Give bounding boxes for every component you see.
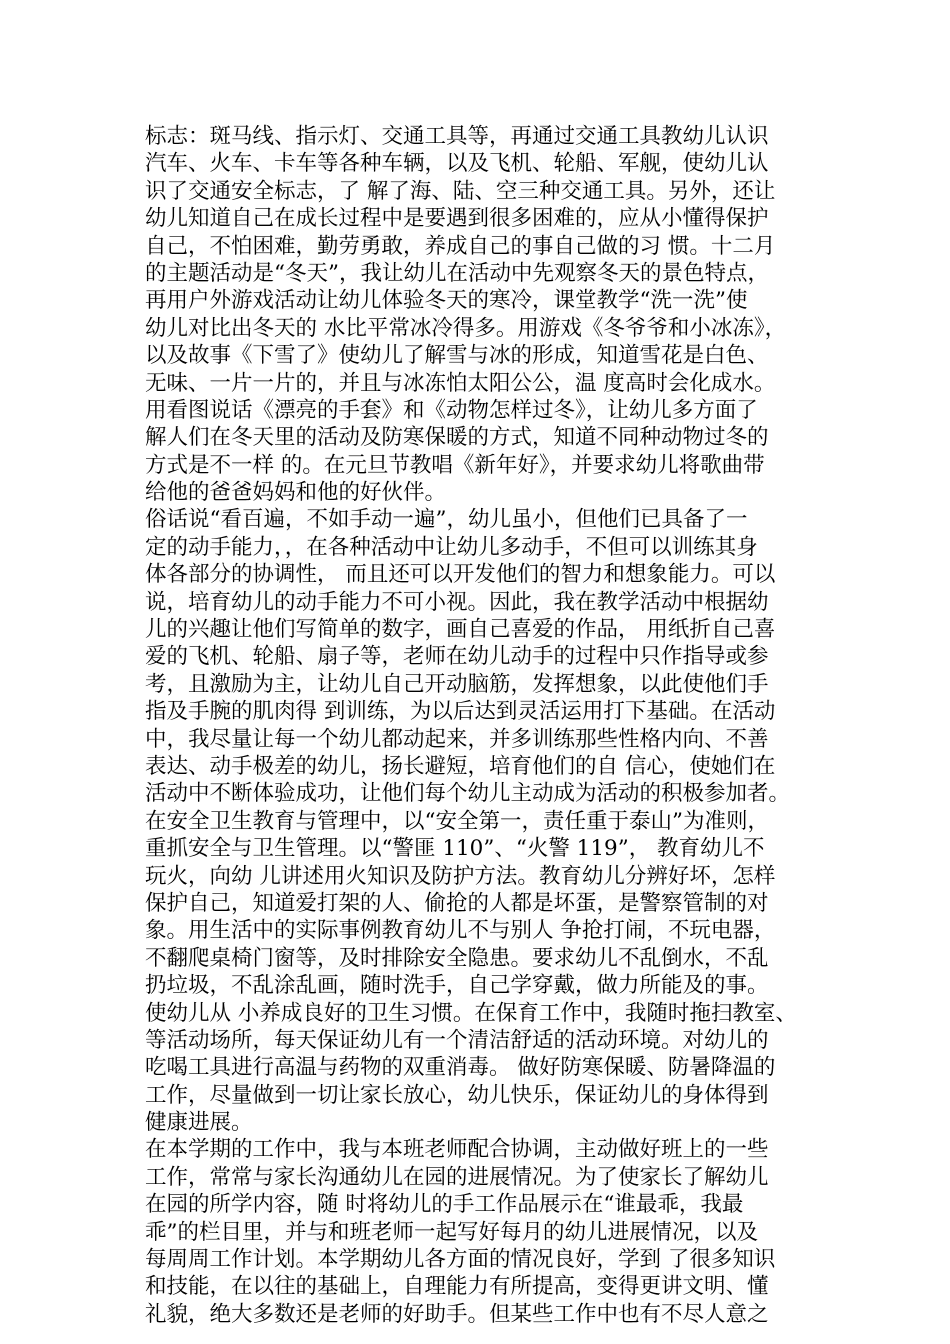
text-line: 活动中不断体验成功，让他们每个幼儿主动成为活动的积极参加者。 [145, 781, 791, 807]
text-line: 识了交通安全标志，了 解了海、陆、空三种交通工具。另外，还让 [145, 178, 776, 204]
text-line: 乖”的栏目里，并与和班老师一起写好每月的幼儿进展情况，以及 [145, 1219, 758, 1245]
text-line: 使幼儿从 小养成良好的卫生习惯。在保育工作中，我随时拖扫教室、 [145, 1000, 797, 1026]
text-line: 方式是不一样 的。在元旦节教唱《新年好》，并要求幼儿将歌曲带 [145, 452, 765, 478]
text-line: 工作，尽量做到一切让家长放心，幼儿快乐，保证幼儿的身体得到 [145, 1082, 769, 1108]
text-line: 考，且激励为主，让幼儿自己开动脑筋，发挥想象，以此使他们手 [145, 671, 769, 697]
text-line: 保护自己，知道爱打架的人、偷抢的人都是坏蛋，是警察管制的对 [145, 890, 769, 916]
text-line: 扔垃圾，不乱涂乱画，随时洗手，自己学穿戴，做力所能及的事。 [145, 973, 769, 999]
text-line: 爱的飞机、轮船、扇子等，老师在幼儿动手的过程中只作指导或参 [145, 644, 769, 670]
text-line: 给他的爸爸妈妈和他的好伙伴。 [145, 480, 447, 506]
body-text [145, 123, 825, 1328]
text-line: 工作，常常与家长沟通幼儿在园的进展情况。为了使家长了解幼儿 [145, 1164, 769, 1190]
text-line: 玩火，向幼 儿讲述用火知识及防护方法。教育幼儿分辨好坏，怎样 [145, 863, 776, 889]
text-line: 再用户外游戏活动让幼儿体验冬天的寒冷，课堂教学“洗一洗”使 [145, 288, 748, 314]
text-line: 在园的所学内容，随 时将幼儿的手工作品展示在“谁最乖，我最 [145, 1192, 744, 1218]
text-line: 礼貌，绝大多数还是老师的好助手。但某些工作中也有不尽人意之 [145, 1301, 769, 1327]
text-line: 标志：斑马线、指示灯、交通工具等，再通过交通工具教幼儿认识 [145, 124, 769, 149]
text-line: 儿的兴趣让他们写简单的数字，画自己喜爱的作品， 用纸折自己喜 [145, 617, 776, 643]
text-line: 幼儿知道自己在成长过程中是要遇到很多困难的，应从小懂得保护 [145, 206, 769, 232]
text-line: 幼儿对比出冬天的 水比平常冰冷得多。用游戏《冬爷爷和小冰冻》， [145, 315, 787, 341]
text-line: 以及故事《下雪了》使幼儿了解雪与冰的形成，知道雪花是白色、 [145, 343, 769, 369]
text-line: 无味、一片一片的，并且与冰冻怕太阳公公，温 度高时会化成水。 [145, 370, 776, 396]
text-line: 吃喝工具进行高温与药物的双重消毒。 做好防寒保暖、防暑降温的 [145, 1055, 776, 1081]
text-line: 指及手腕的肌肉得 到训练，为以后达到灵活运用打下基础。在活动 [145, 699, 776, 725]
text-line: 每周周工作计划。本学期幼儿各方面的情况良好，学到 了很多知识 [145, 1247, 776, 1273]
text-line: 在本学期的工作中，我与本班老师配合协调，主动做好班上的一些 [145, 1137, 769, 1163]
text-line: 汽车、火车、卡车等各种车辆，以及飞机、轮船、军舰，使幼儿认 [145, 151, 769, 177]
text-line: 定的动手能力，，在各种活动中让幼儿多动手，不但可以训练其身 [145, 534, 758, 560]
text-line: 等活动场所，每天保证幼儿有一个清洁舒适的活动环境。对幼儿的 [145, 1027, 769, 1053]
text-line: 和技能，在以往的基础上，自理能力有所提高，变得更讲文明、懂 [145, 1274, 769, 1300]
text-line: 不翻爬桌椅门窗等，及时排除安全隐患。要求幼儿不乱倒水，不乱 [145, 945, 769, 971]
text-line: 表达、动手极差的幼儿，扬长避短，培育他们的自 信心，使她们在 [145, 753, 776, 779]
text-line: 重抓安全与卫生管理。以“警匪 110”、“火警 119”， 教育幼儿不 [145, 836, 765, 862]
text-line: 象。用生活中的实际事例教育幼儿不与别人 争抢打闹，不玩电器， [145, 918, 776, 944]
text-line: 在安全卫生教育与管理中，以“安全第一，责任重于泰山”为准则， [145, 808, 769, 834]
text-line: 中，我尽量让每一个幼儿都动起来，并多训练那些性格内向、不善 [145, 726, 769, 752]
text-line: 健康进展。 [145, 1110, 253, 1136]
text-line: 用看图说话《漂亮的手套》和《动物怎样过冬》，让幼儿多方面了 [145, 397, 758, 423]
text-line: 自己，不怕困难，勤劳勇敢，养成自己的事自己做的习 惯。十二月 [145, 233, 776, 259]
text-line: 体各部分的协调性， 而且还可以开发他们的智力和想象能力。可以 [145, 562, 776, 588]
text-line: 说，培育幼儿的动手能力不可小视。因此，我在教学活动中根据幼 [145, 589, 769, 615]
text-line: 的主题活动是“冬天”，我让幼儿在活动中先观察冬天的景色特点， [145, 260, 769, 286]
text-line: 俗话说“看百遍，不如手动一遍”，幼儿虽小，但他们已具备了一 [145, 507, 748, 533]
text-line: 解人们在冬天里的活动及防寒保暖的方式，知道不同种动物过冬的 [145, 425, 769, 451]
